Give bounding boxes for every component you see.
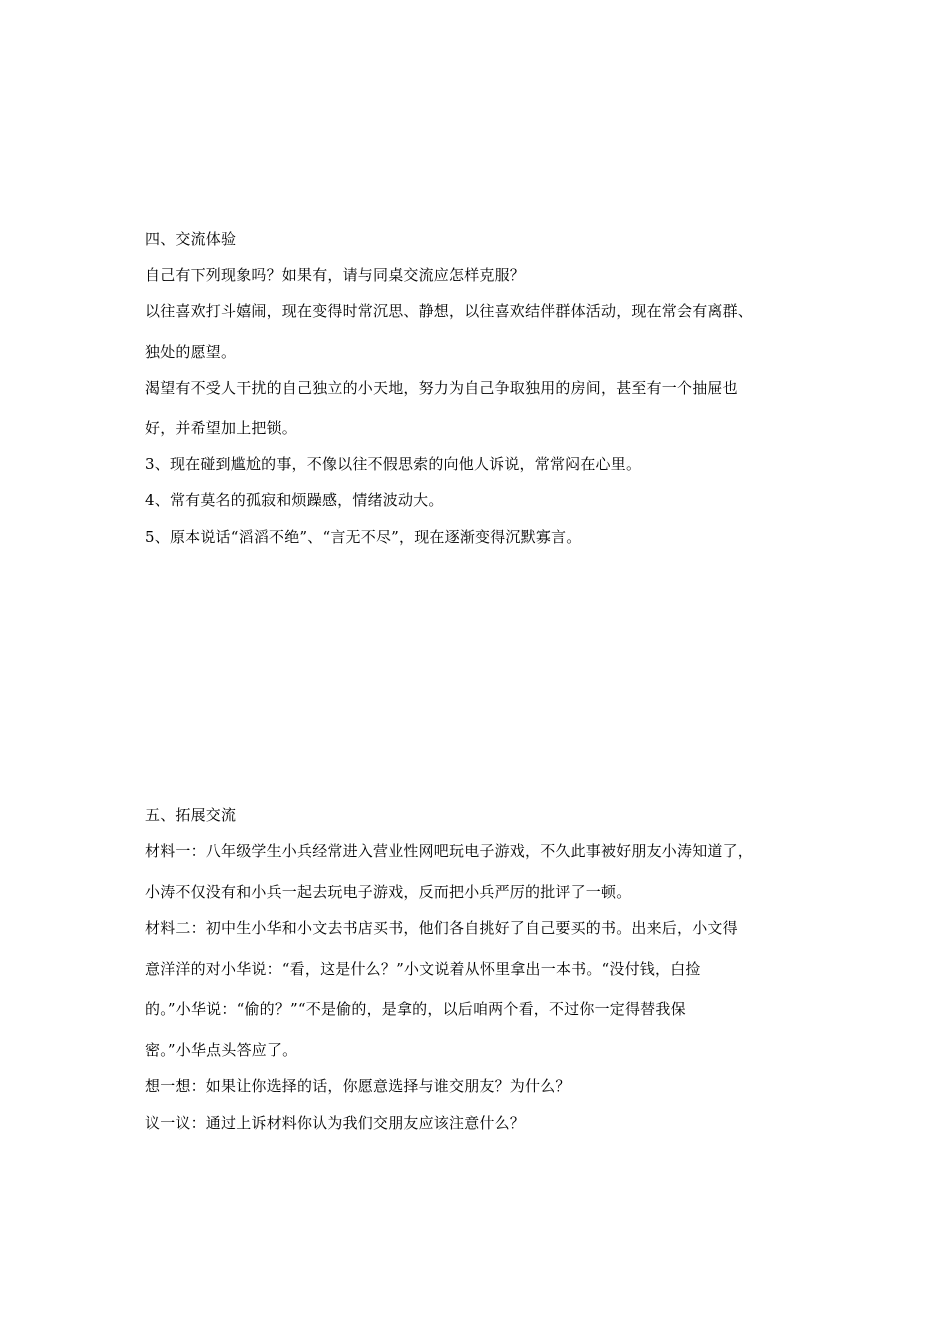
material-1-line-2: 小涛不仅没有和小兵一起去玩电子游戏，反而把小兵严厉的批评了一顿。 [145,883,632,901]
material-1-line-1: 材料一：八年级学生小兵经常进入营业性网吧玩电子游戏，不久此事被好朋友小涛知道了， [145,842,754,860]
section-heading-extended-exchange: 五、拓展交流 [145,806,237,824]
phenomenon-item-4: 4、常有莫名的孤寂和烦躁感，情绪波动大。 [145,491,444,509]
discuss-question: 议一议：通过上诉材料你认为我们交朋友应该注意什么？ [145,1114,526,1132]
phenomenon-item-1-line-2: 独处的愿望。 [145,343,237,361]
section-heading-exchange-experience: 四、交流体验 [145,230,237,248]
phenomenon-item-5: 5、原本说话“滔滔不绝”、“言无不尽”，现在逐渐变得沉默寡言。 [145,528,582,546]
phenomenon-item-1-line-1: 以往喜欢打斗嬉闹，现在变得时常沉思、静想，以往喜欢结伴群体活动，现在常会有离群、 [145,302,754,320]
phenomenon-item-2-line-2: 好，并希望加上把锁。 [145,419,298,437]
exchange-prompt: 自己有下列现象吗？如果有，请与同桌交流应怎样克服？ [145,266,526,284]
material-2-line-1: 材料二：初中生小华和小文去书店买书，他们各自挑好了自己要买的书。出来后，小文得 [145,919,738,937]
material-2-line-4: 密。”小华点头答应了。 [145,1041,298,1059]
material-2-line-2: 意洋洋的对小华说：“看，这是什么？”小文说着从怀里拿出一本书。“没付钱，白捡 [145,960,701,978]
phenomenon-item-3: 3、现在碰到尴尬的事，不像以往不假思索的向他人诉说，常常闷在心里。 [145,455,642,473]
material-2-line-3: 的。”小华说：“偷的？”“不是偷的，是拿的，以后咱两个看，不过你一定得替我保 [145,1000,686,1018]
think-question: 想一想：如果让你选择的话，你愿意选择与谁交朋友？为什么？ [145,1077,571,1095]
phenomenon-item-2-line-1: 渴望有不受人干扰的自己独立的小天地，努力为自己争取独用的房间，甚至有一个抽屉也 [145,379,738,397]
